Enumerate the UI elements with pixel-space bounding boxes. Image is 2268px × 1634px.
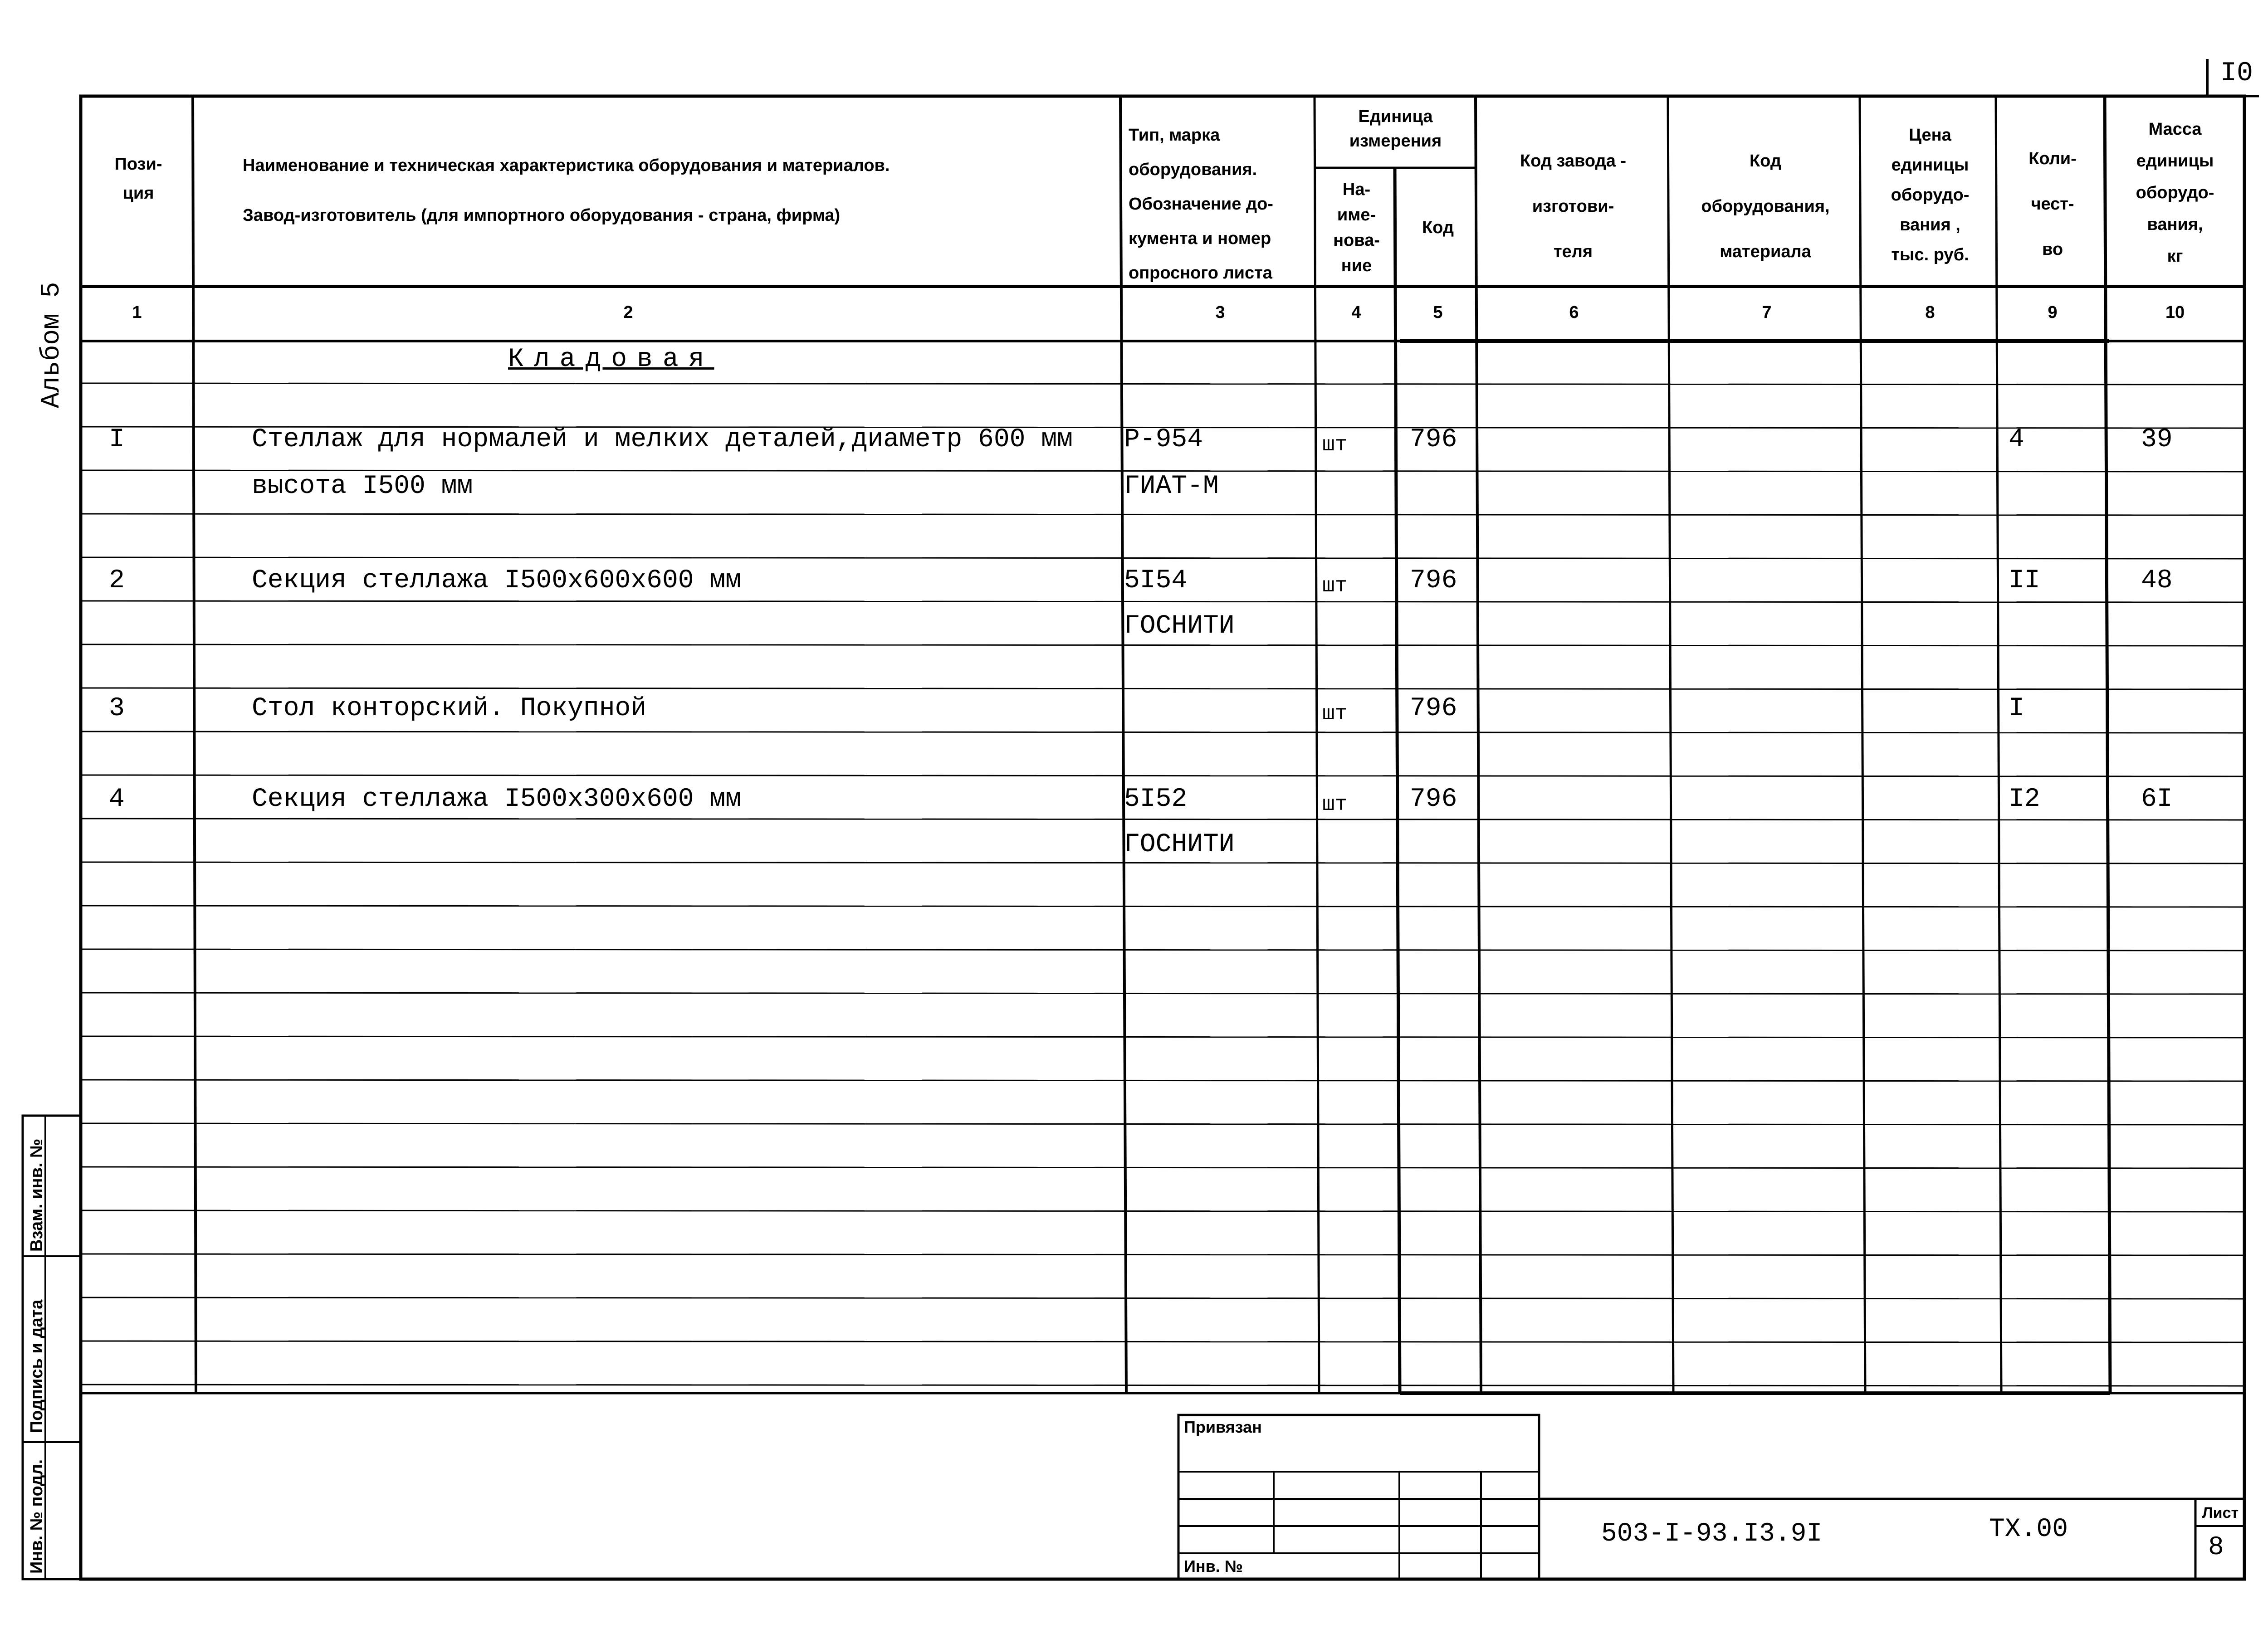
row-mass: 39: [2141, 425, 2173, 454]
col-number-6: 6: [1569, 303, 1579, 322]
row-position: 4: [109, 785, 125, 814]
row-position: 3: [109, 694, 125, 723]
col-number-1: 1: [132, 303, 142, 322]
col-header-plant-code: Код завода - изготови- теля: [1520, 151, 1627, 261]
col-header-quantity: Коли- чест- во: [2028, 149, 2077, 259]
stamp-bound-label: Привязан: [1184, 1418, 1262, 1436]
col-number-3: 3: [1215, 303, 1225, 322]
sheet-number: 8: [2208, 1533, 2224, 1562]
col-header-name: Наименование и техническая характеристика оборудования и материалов. Завод-изготовитель (для импортного оборудования - страна, фирма): [243, 156, 890, 225]
row-name: высота I500 мм: [252, 472, 473, 501]
row-mass: 48: [2141, 566, 2173, 595]
row-name: Стол конторский. Покупной: [252, 694, 647, 723]
row-type: Р-954: [1124, 425, 1203, 454]
row-name: Секция стеллажа I500x300x600 мм: [252, 785, 741, 814]
col-number-7: 7: [1762, 303, 1772, 322]
col-number-4: 4: [1351, 303, 1361, 322]
col-header-mass: Масса единицы оборудо- вания, кг: [2136, 120, 2214, 266]
row-type: ГОСНИТИ: [1124, 830, 1235, 859]
row-name: Секция стеллажа I500x600x600 мм: [252, 566, 741, 595]
col-header-type: Тип, марка оборудования. Обозначение до- кумента и номер опросного листа: [1129, 126, 1273, 283]
row-unit: шт: [1322, 574, 1348, 598]
doc-mark: ТХ.00: [1989, 1515, 2068, 1544]
col-number-9: 9: [2048, 303, 2058, 322]
row-type: ГИАТ-М: [1124, 472, 1219, 501]
sheet-corner-number: I0: [2220, 58, 2253, 89]
row-position: 2: [109, 566, 125, 595]
row-quantity: I2: [2009, 785, 2040, 814]
section-title: Кладовая: [508, 345, 714, 374]
row-type: 5I54: [1124, 566, 1188, 595]
album-label: Альбом 5: [37, 282, 67, 408]
row-unit-code: 796: [1410, 566, 1457, 595]
sheet-label: Лист: [2202, 1504, 2239, 1522]
side-stamp-inv-orig: Инв. № подл.: [27, 1459, 46, 1574]
col-header-unit-group: Единица измерения: [1349, 107, 1442, 151]
col-header-unit-name: На- име- нова- ние: [1333, 180, 1380, 275]
col-header-unit-code: Код: [1422, 218, 1454, 237]
col-header-position: Пози- ция: [114, 155, 162, 203]
doc-code: 503-I-93.I3.9I: [1601, 1519, 1823, 1549]
col-number-5: 5: [1433, 303, 1443, 322]
side-stamp-sign-date: Подпись и дата: [27, 1299, 46, 1433]
row-position: I: [109, 425, 125, 454]
row-mass: 6I: [2141, 785, 2173, 814]
row-unit: шт: [1322, 793, 1348, 816]
row-type: ГОСНИТИ: [1124, 611, 1235, 641]
row-unit-code: 796: [1410, 694, 1457, 723]
side-stamp-swap-inv: Взам. инв. №: [27, 1138, 46, 1252]
col-number-2: 2: [623, 303, 633, 322]
col-number-10: 10: [2165, 303, 2185, 322]
row-quantity: II: [2009, 566, 2040, 595]
col-header-equipment-code: Код оборудования, материала: [1701, 151, 1830, 261]
row-unit-code: 796: [1410, 785, 1457, 814]
stamp-inv-label: Инв. №: [1184, 1557, 1243, 1575]
row-unit: шт: [1322, 433, 1348, 457]
row-unit-code: 796: [1410, 425, 1457, 454]
row-type: 5I52: [1124, 785, 1188, 814]
row-quantity: I: [2009, 694, 2024, 723]
row-name: Стеллаж для нормалей и мелких деталей,диаметр 600 мм: [252, 425, 1073, 454]
row-unit: шт: [1322, 702, 1348, 726]
row-quantity: 4: [2009, 425, 2024, 454]
col-header-price: Цена единицы оборудо- вания , тыс. руб.: [1891, 126, 1970, 264]
col-number-8: 8: [1925, 303, 1935, 322]
